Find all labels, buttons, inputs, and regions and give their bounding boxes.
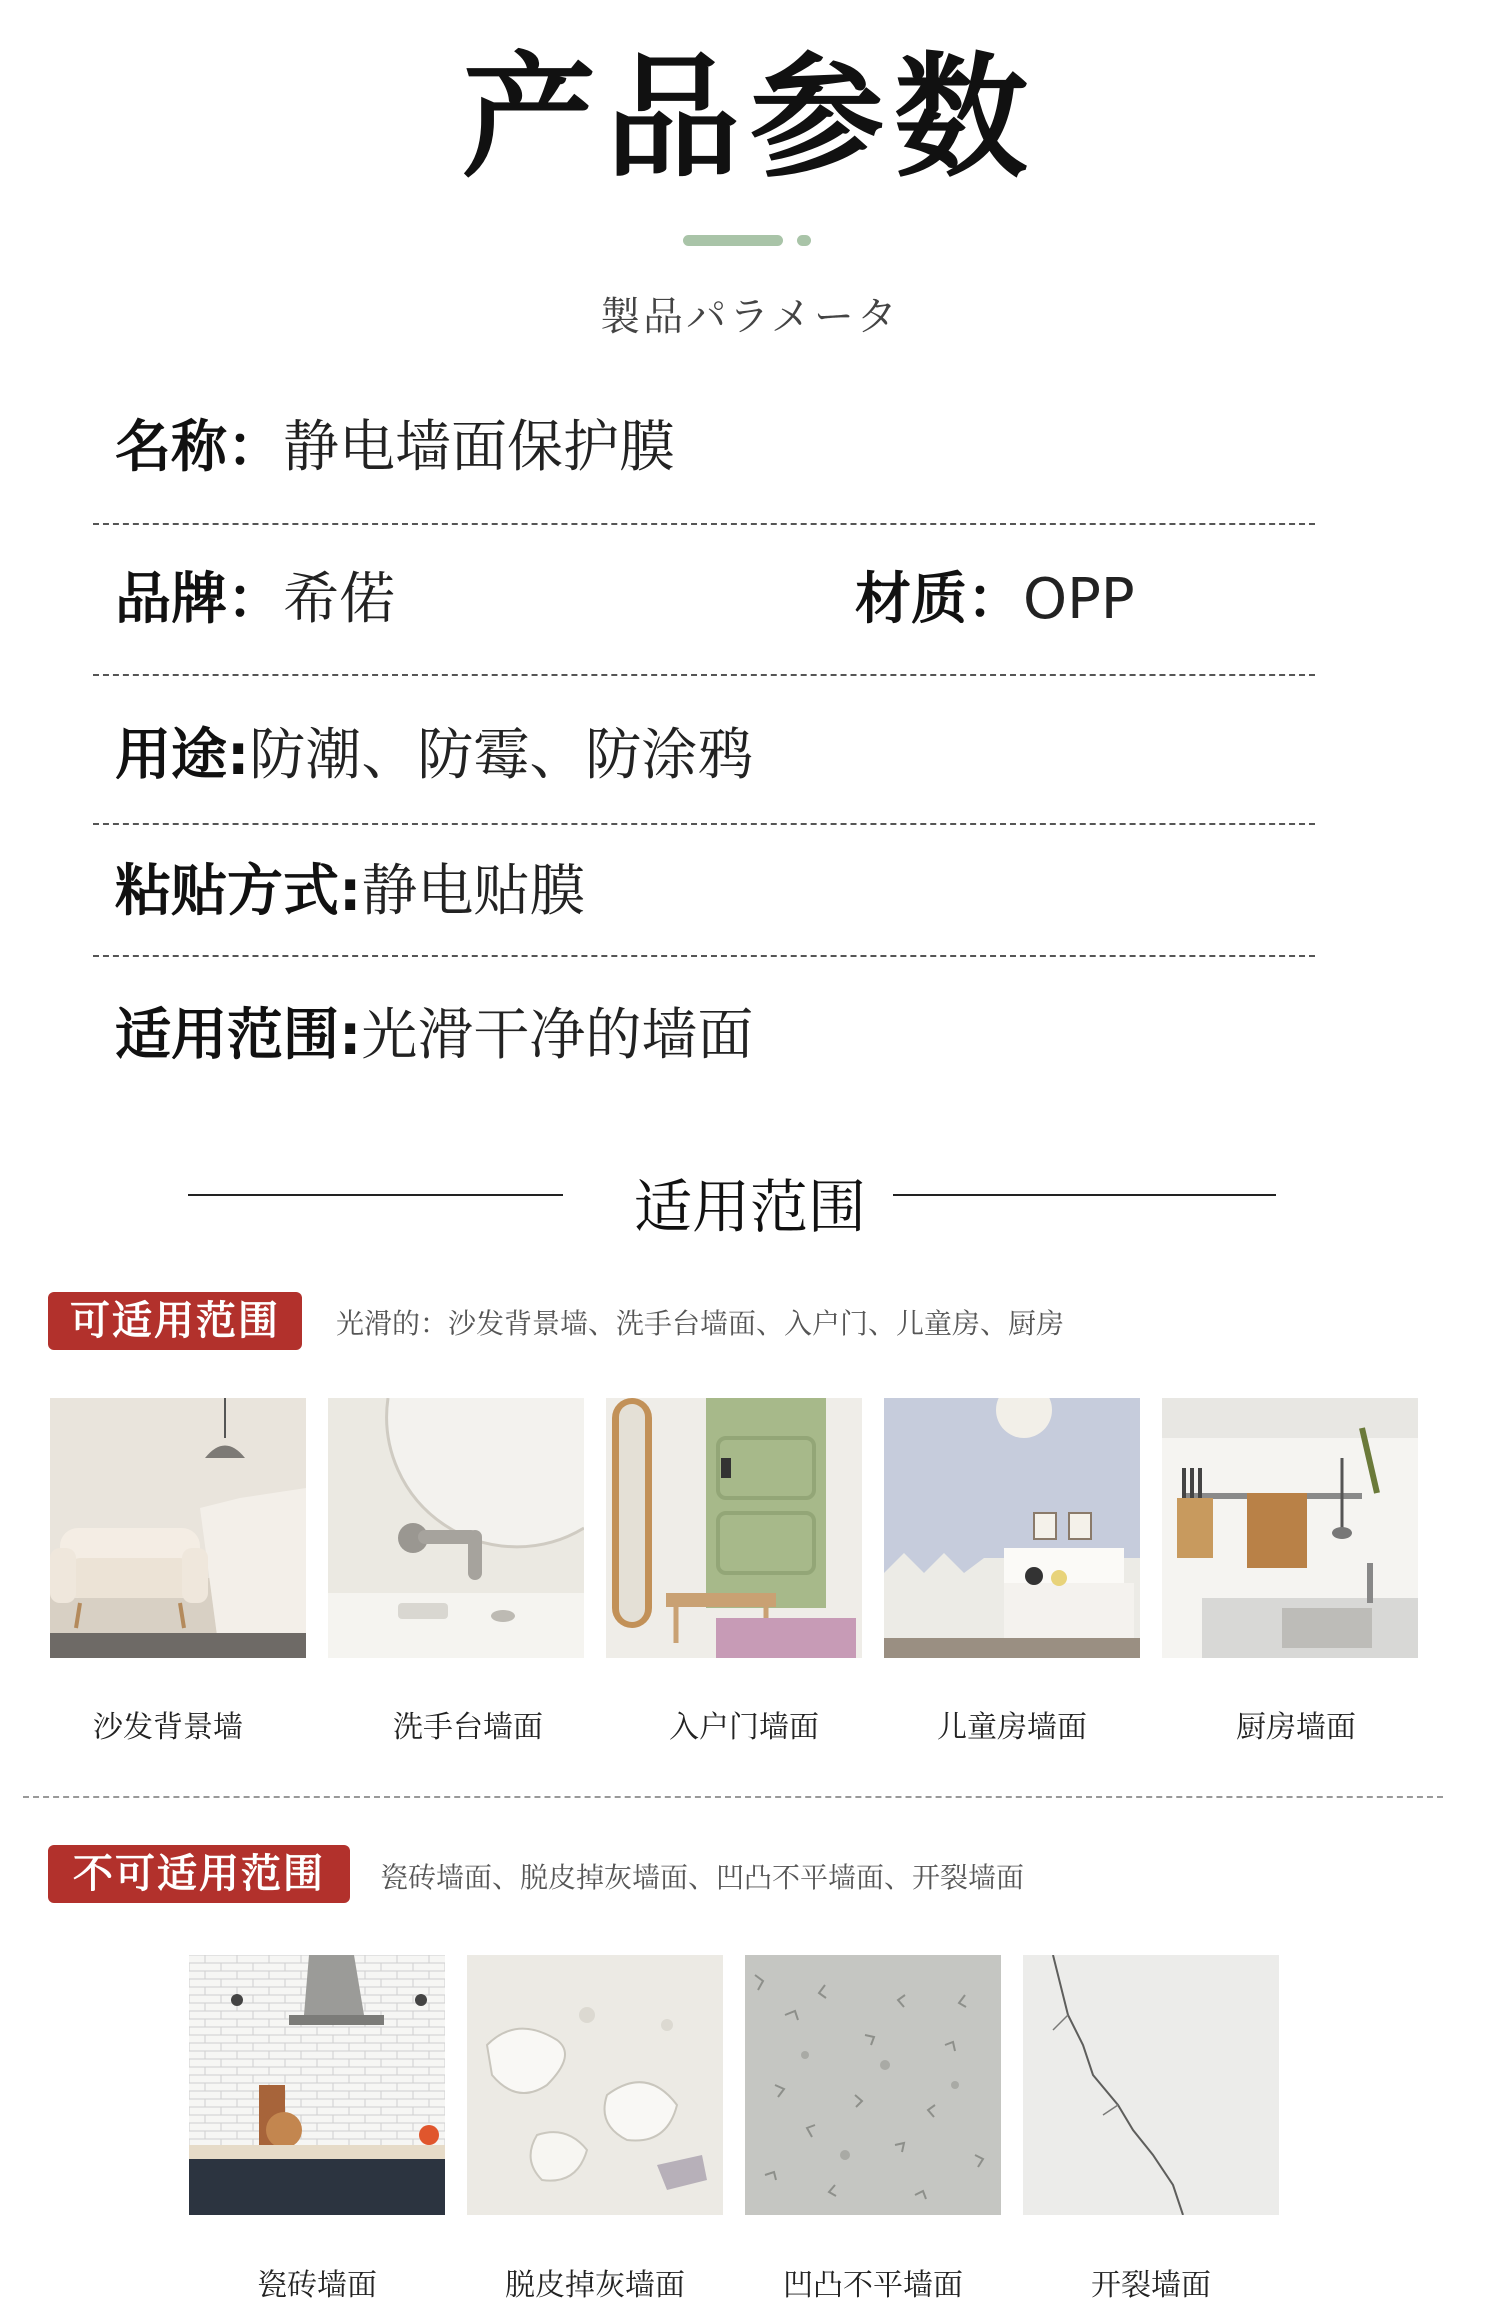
caption-kitchen-wall: 厨房墙面 [1236, 1710, 1356, 1745]
caption-sofa-wall: 沙发背景墙 [93, 1710, 243, 1745]
param-row-name [115, 415, 675, 480]
photo-tile-wall [189, 1955, 445, 2215]
suitable-description: 光滑的：沙发背景墙、洗手台墙面、入户门、儿童房、厨房 [336, 1307, 1065, 1340]
caption-peeling-wall: 脱皮掉灰墙面 [505, 2268, 685, 2303]
param-value-usage: 防潮、防霉、防涂鸦 [249, 723, 754, 788]
section-title: 适用范围 [633, 1173, 866, 1241]
param-divider [93, 523, 1315, 525]
caption-cracked-wall: 开裂墙面 [1091, 2268, 1211, 2303]
section-line-right [893, 1194, 1276, 1196]
caption-washbasin-wall: 洗手台墙面 [393, 1710, 543, 1745]
param-value-brand: 希偌 [283, 567, 395, 632]
caption-entrance-door-wall: 入户门墙面 [669, 1710, 819, 1745]
page-subtitle: 製品パラメータ [600, 294, 900, 340]
caption-kids-room-wall: 儿童房墙面 [937, 1710, 1087, 1745]
param-row-scope [115, 1003, 754, 1068]
param-row-brand [115, 567, 395, 632]
title-decoration-bar [683, 235, 783, 246]
photo-kids-room-wall [884, 1398, 1140, 1658]
param-key-scope: 适用范围: [115, 1003, 362, 1068]
caption-tile-wall: 瓷砖墙面 [257, 2268, 377, 2303]
page-title: 产品参数 [461, 40, 1038, 196]
photo-kitchen-wall [1162, 1398, 1418, 1658]
photo-uneven-wall [745, 1955, 1001, 2215]
caption-uneven-wall: 凹凸不平墙面 [783, 2268, 963, 2303]
param-value-name: 静电墙面保护膜 [283, 415, 675, 480]
unsuitable-badge: 不可适用范围 [48, 1845, 350, 1903]
param-divider [93, 955, 1315, 957]
param-divider [93, 823, 1315, 825]
param-divider [93, 674, 1315, 676]
unsuitable-description: 瓷砖墙面、脱皮掉灰墙面、凹凸不平墙面、开裂墙面 [380, 1861, 1025, 1894]
param-key-brand: 品牌： [115, 567, 283, 632]
suitable-badge: 可适用范围 [48, 1292, 302, 1350]
param-value-scope: 光滑干净的墙面 [361, 1003, 754, 1068]
param-key-usage: 用途: [115, 723, 250, 788]
param-row-material [855, 567, 1135, 632]
photo-sofa-wall [50, 1398, 306, 1658]
title-decoration-dot [797, 235, 811, 246]
param-row-usage [115, 723, 754, 788]
applicable-section-heading [0, 1160, 1500, 1241]
param-row-method [115, 859, 586, 924]
param-key-method: 粘贴方式: [115, 859, 362, 924]
param-value-material: OPP [1023, 567, 1135, 632]
section-divider [23, 1796, 1443, 1798]
photo-entrance-door-wall [606, 1398, 862, 1658]
param-value-method: 静电贴膜 [361, 859, 586, 924]
photo-peeling-wall [467, 1955, 723, 2215]
param-key-name: 名称： [115, 415, 283, 480]
photo-cracked-wall [1023, 1955, 1279, 2215]
photo-washbasin-wall [328, 1398, 584, 1658]
param-key-material: 材质： [855, 567, 1023, 632]
